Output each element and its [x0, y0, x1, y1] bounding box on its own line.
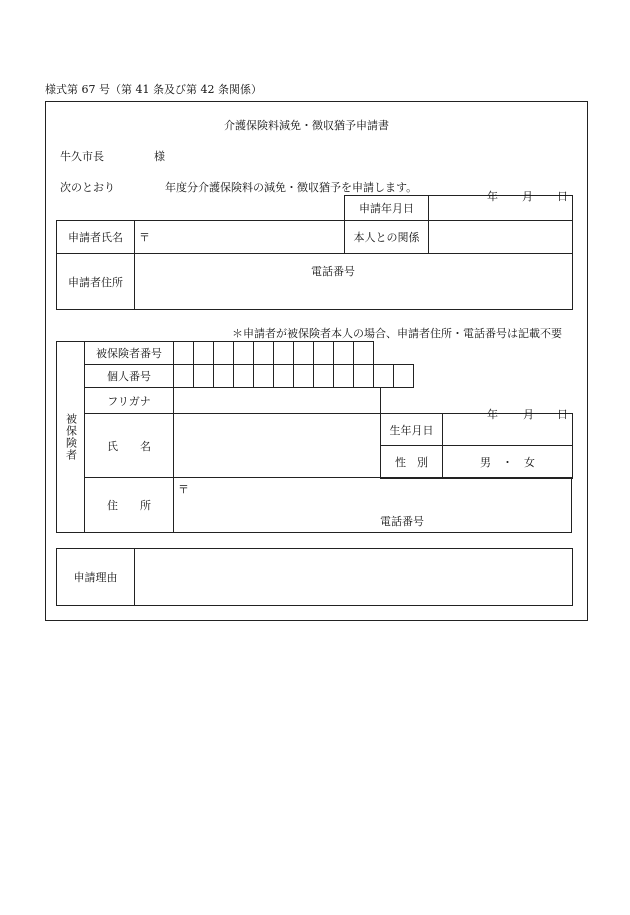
digit-box[interactable]: [253, 341, 274, 365]
birth-date-label: 生年月日: [381, 414, 443, 446]
applicant-address-label: 申請者住所: [57, 254, 135, 310]
birth-month-label: 月: [523, 408, 534, 421]
digit-box[interactable]: [253, 364, 274, 388]
application-date-table: [344, 190, 573, 221]
application-date-field[interactable]: [429, 190, 573, 221]
personal-number-label-cell: [84, 364, 174, 388]
digit-box[interactable]: [233, 341, 254, 365]
applicant-name-field[interactable]: [135, 221, 345, 254]
applicant-postal-mark: 〒: [139, 231, 150, 244]
insured-phone-label: 電話番号: [380, 515, 424, 528]
digit-box[interactable]: [233, 364, 254, 388]
intro-text: 年度分介護保険料の減免・徴収猶予を申請します。: [165, 181, 418, 194]
birth-sex-table: [380, 408, 573, 479]
form-number: 様式第 67 号（第 41 条及び第 42 条関係）: [45, 83, 262, 96]
digit-box[interactable]: [353, 364, 374, 388]
digit-box[interactable]: [393, 364, 414, 388]
digit-box[interactable]: [273, 341, 294, 365]
date-month-label: 月: [522, 190, 533, 203]
digit-box[interactable]: [313, 364, 334, 388]
date-year-label: 年: [487, 190, 498, 203]
furigana-field[interactable]: [173, 387, 381, 414]
relation-label: 本人との関係: [345, 221, 429, 254]
birth-date-field[interactable]: [443, 408, 573, 446]
insured-section-label: 被保険者: [64, 413, 78, 461]
digit-box[interactable]: [213, 364, 234, 388]
applicant-note: ＊申請者が被保険者本人の場合、申請者住所・電話番号は記載不要: [232, 327, 562, 340]
sex-label: 性 別: [381, 446, 443, 479]
digit-box[interactable]: [293, 364, 314, 388]
digit-box[interactable]: [213, 341, 234, 365]
relation-field[interactable]: [429, 221, 573, 254]
digit-box[interactable]: [333, 341, 354, 365]
digit-box[interactable]: [373, 364, 394, 388]
digit-box[interactable]: [313, 341, 334, 365]
insured-section-label-cell: [56, 341, 85, 533]
digit-box[interactable]: [333, 364, 354, 388]
applicant-name-label: 申請者氏名: [57, 221, 135, 254]
applicant-table: [56, 220, 573, 310]
digit-box[interactable]: [193, 341, 214, 365]
addressee-honorific: 様: [154, 150, 165, 163]
reason-table: [56, 548, 573, 606]
date-day-label: 日: [557, 190, 568, 203]
insured-address-field[interactable]: [173, 477, 572, 533]
digit-box[interactable]: [293, 341, 314, 365]
insured-address-label: 住 所: [107, 499, 151, 512]
reason-field[interactable]: [135, 549, 573, 606]
addressee-mayor: 牛久市長: [60, 150, 104, 163]
birth-day-label: 日: [557, 408, 568, 421]
digit-box[interactable]: [193, 364, 214, 388]
insured-number-label: 被保険者番号: [96, 347, 162, 360]
digit-box[interactable]: [173, 341, 194, 365]
furigana-label-cell: [84, 387, 174, 414]
insured-name-label-cell: [84, 413, 174, 478]
insured-name-field[interactable]: [173, 413, 381, 478]
reason-label: 申請理由: [57, 549, 135, 606]
insured-address-label-cell: [84, 477, 174, 533]
insured-number-label-cell: [84, 341, 174, 365]
personal-number-label: 個人番号: [107, 370, 151, 383]
furigana-label: フリガナ: [107, 394, 151, 408]
insured-postal-mark: 〒: [178, 483, 189, 496]
form-title: 介護保険料減免・徴収猶予申請書: [224, 119, 389, 132]
insured-name-label: 氏 名: [107, 439, 151, 453]
birth-year-label: 年: [487, 408, 498, 421]
intro-prefix: 次のとおり: [60, 181, 115, 194]
sex-options[interactable]: 男 ・ 女: [443, 446, 573, 479]
digit-box[interactable]: [173, 364, 194, 388]
applicant-phone-label: 電話番号: [311, 265, 355, 278]
digit-box[interactable]: [353, 341, 374, 365]
application-date-label: 申請年月日: [345, 196, 429, 221]
digit-box[interactable]: [273, 364, 294, 388]
